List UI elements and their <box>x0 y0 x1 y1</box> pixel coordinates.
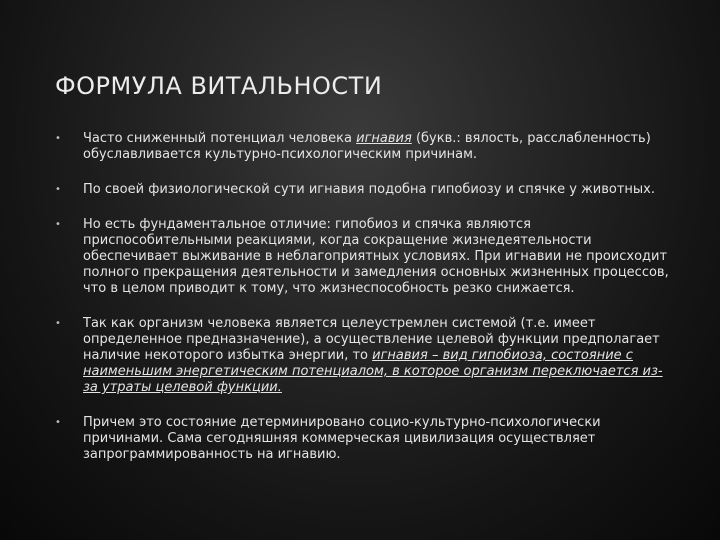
bullet-link[interactable]: игнавия – вид гипобиоза, состояние с наименьшим энергетическим потенциалом, в которое организм переключается из-за утраты целевой функции. <box>83 348 663 395</box>
bullet-link[interactable]: игнавия <box>356 131 412 146</box>
bullet-marker: • <box>55 219 61 230</box>
bullet-text: Причем это состояние детерминировано социо-культурно-психологически причинами. Сама сегодняшняя коммерческая цивилизация осуществляет запрограммированность на игнавию. <box>83 415 601 462</box>
bullet-item <box>55 217 675 297</box>
bullet-marker: • <box>55 417 61 428</box>
bullet-item <box>55 316 675 396</box>
bullet-text: Но есть фундаментальное отличие: гипобиоз и спячка являются приспособительными реакциями, когда сокращение жизнедеятельности обеспечивает выживание в неблагоприятных условиях. При игнавии не происходит полного прекращения деятельности и замедления основных жизненных процессов, что в целом приводит к тому, что жизнеспособность резко снижается. <box>83 217 669 296</box>
bullet-marker: • <box>55 184 61 195</box>
bullet-item <box>55 131 675 163</box>
bullet-marker: • <box>55 133 61 144</box>
slide-title: ФОРМУЛА ВИТАЛЬНОСТИ <box>55 72 383 100</box>
bullet-text: Так как организм человека является целеустремлен системой (т.е. имеет определенное предназначение), а осуществление целевой функции предполагает наличие некоторого избытка энергии, то <box>83 316 660 363</box>
bullet-marker: • <box>55 318 61 329</box>
bullet-item <box>55 415 675 463</box>
bullet-list <box>55 131 675 481</box>
bullet-item <box>55 182 675 198</box>
bullet-text: По своей физиологической сути игнавия подобна гипобиозу и спячке у животных. <box>83 182 656 197</box>
bullet-text: Часто сниженный потенциал человека <box>83 131 357 146</box>
bullet-text-tail: (букв.: вялость, расслабленность) обуславливается культурно-психологическим причинам. <box>83 131 651 162</box>
